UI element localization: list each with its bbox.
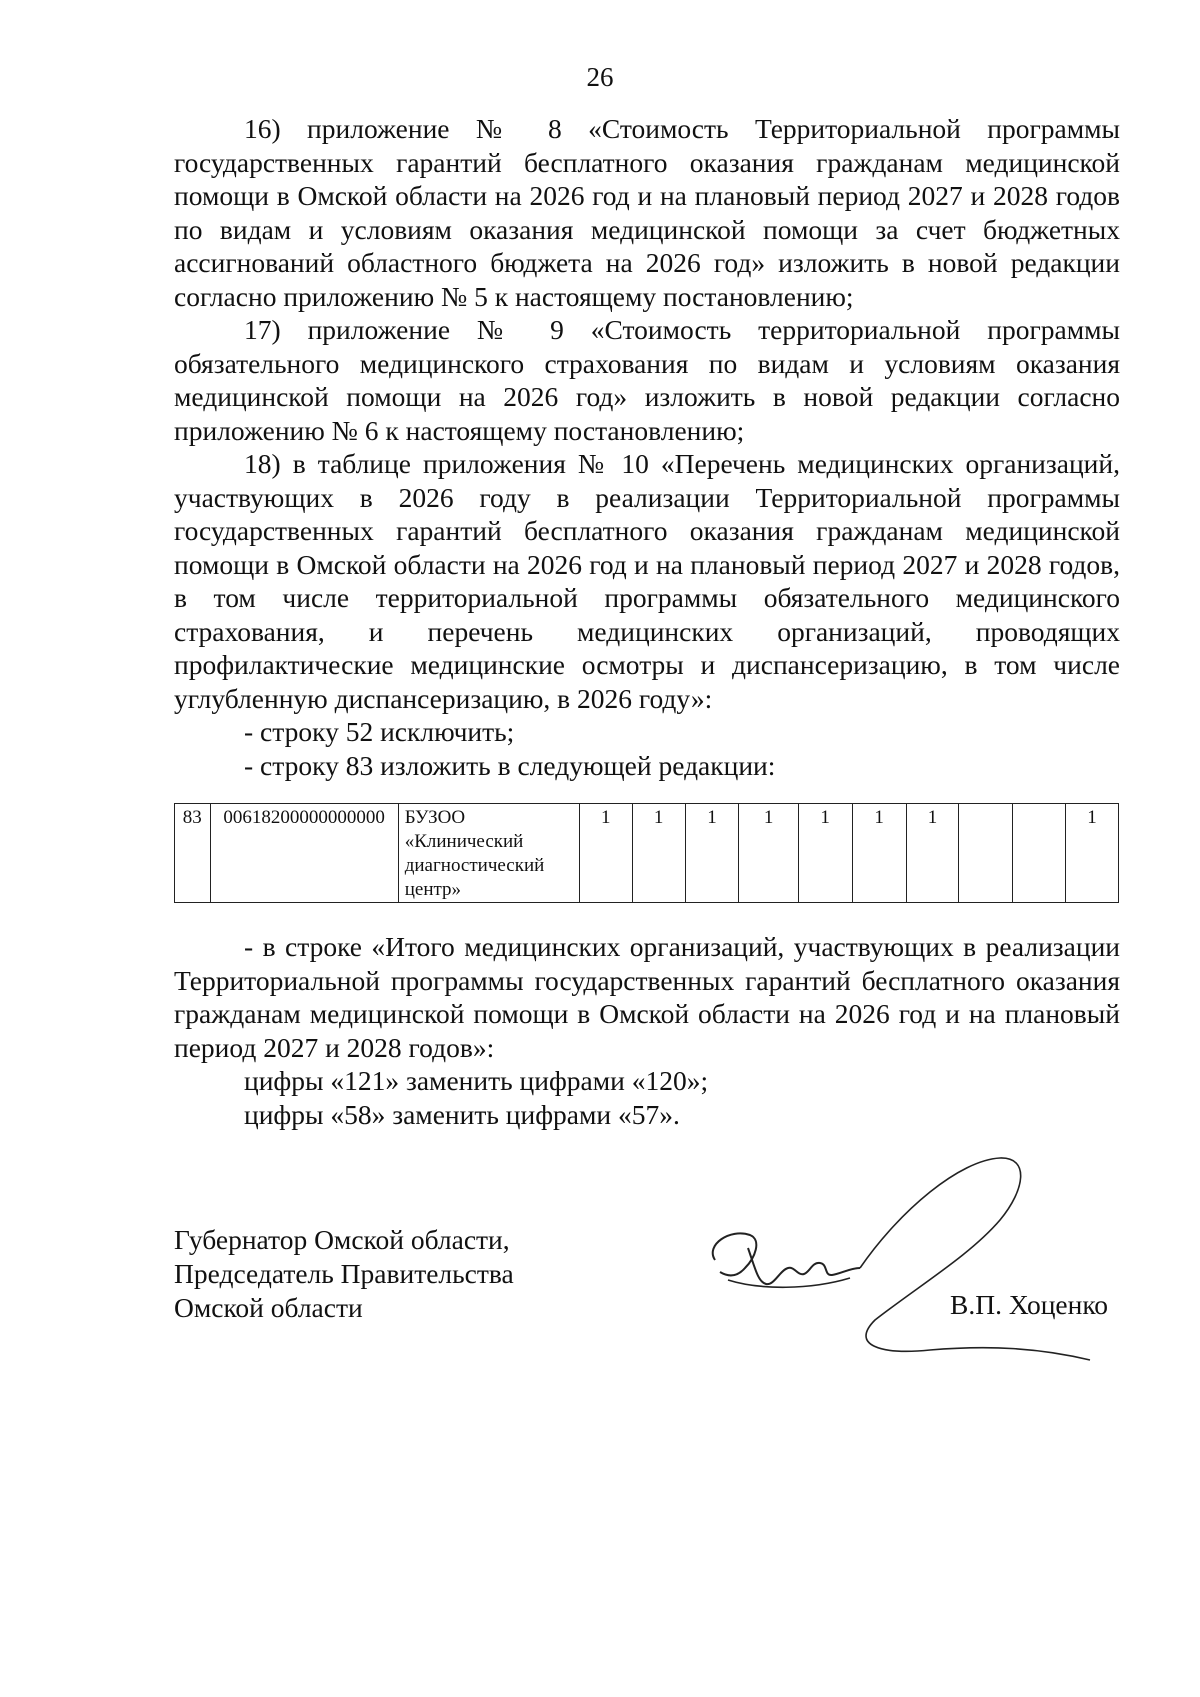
org-name-cell: БУЗОО «Клинический диагностический центр»: [398, 804, 579, 903]
line-edit-row: - строку 83 изложить в следующей редакции:: [244, 749, 776, 781]
paragraph-itogo: - в строке «Итого медицинских организаций, участвующих в реализации Территориальной программы государственных гарантий бесплатного оказания гражданам медицинской помощи в Омской области на 2026 год и на плановый период 2027 и 2028 годов»:: [174, 931, 1120, 1063]
signer-title-line: Председатель Правительства: [174, 1258, 514, 1289]
value-cell: 1: [739, 804, 798, 903]
paragraph-16: 16) приложение № 8 «Стоимость Территориальной программы государственных гарантий бесплатного оказания гражданам медицинской помощи в Омской области на 2026 год и на плановый период 2027 и 2028 годов по видам и условиям оказания медицинской помощи за счет бюджетных ассигнований областного бюджета на 2026 год» изложить в новой редакции согласно приложению № 5 к настоящему постановлению;: [174, 113, 1120, 312]
row-number-cell: 83: [175, 804, 211, 903]
paragraph-17: 17) приложение № 9 «Стоимость территориальной программы обязательного медицинского страхования по видам и условиям оказания медицинской помощи на 2026 год» изложить в новой редакции согласно приложению № 6 к настоящему постановлению;: [174, 314, 1120, 446]
value-cell: [1013, 804, 1066, 903]
after-table-text: [174, 930, 1120, 1131]
replacement-row-table: [174, 803, 1119, 903]
org-code-cell: 00618200000000000: [210, 804, 398, 903]
signer-title-line: Омской области: [174, 1292, 363, 1323]
value-cell: [959, 804, 1013, 903]
line-replace-121: цифры «121» заменить цифрами «120»;: [244, 1065, 709, 1096]
main-text: [174, 112, 1120, 782]
value-cell: 1: [579, 804, 632, 903]
line-replace-58: цифры «58» заменить цифрами «57».: [244, 1098, 680, 1130]
signer-title-line: Губернатор Омской области,: [174, 1224, 510, 1255]
handwritten-signature: [700, 1150, 1120, 1380]
value-cell: 1: [852, 804, 906, 903]
value-cell: 1: [906, 804, 959, 903]
value-cell: 1: [685, 804, 739, 903]
signer-name: В.П. Хоценко: [950, 1289, 1109, 1320]
line-exclude-row: - строку 52 исключить;: [244, 716, 515, 747]
table-row: [175, 804, 1119, 903]
paragraph-18: 18) в таблице приложения № 10 «Перечень медицинских организаций, участвующих в 2026 году в реализации Территориальной программы государственных гарантий бесплатного оказания гражданам медицинской помощи в Омской области на 2026 год и на плановый период 2027 и 2028 годов, в том числе территориальной программы обязательного медицинского страхования, и перечень медицинских организаций, проводящих профилактические медицинские осмотры и диспансеризацию, в том числе углубленную диспансеризацию, в 2026 году»:: [174, 448, 1120, 714]
value-cell: 1: [632, 804, 685, 903]
signer-title: [174, 1223, 514, 1325]
value-cell: 1: [798, 804, 852, 903]
page-number: 26: [586, 62, 614, 92]
value-cell: 1: [1066, 804, 1119, 903]
